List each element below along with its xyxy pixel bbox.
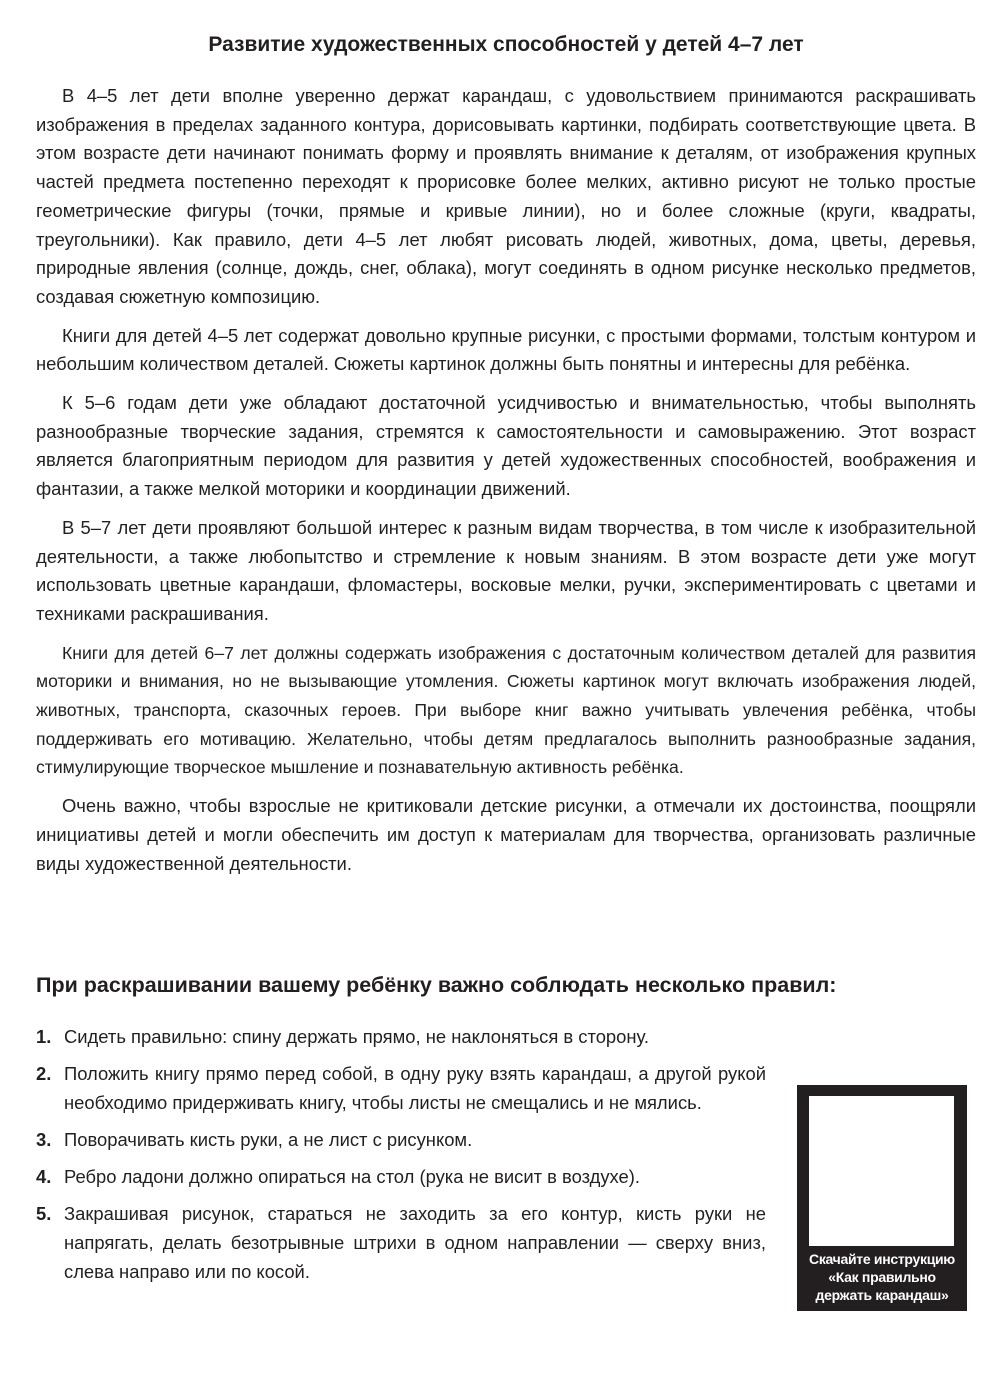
rule-text: Закрашивая рисунок, стараться не заходить за его контур, кисть руки не напрягать, делать безотрывные штрихи в одном направлении — сверху вниз, слева направо или по косой. <box>64 1203 766 1282</box>
rule-number: 2. <box>36 1063 52 1084</box>
download-caption <box>801 1250 963 1304</box>
rule-text: Сидеть правильно: спину держать прямо, не наклоняться в сторону. <box>64 1026 650 1047</box>
rules-list <box>36 1022 766 1294</box>
rule-text: Поворачивать кисть руки, а не лист с рисунком. <box>64 1129 473 1150</box>
paragraph-5: Книги для детей 6–7 лет должны содержать изображения с достаточным количеством деталей для развития моторики и внимания, но не вызывающие утомления. Сюжеты картинок могут включать изображения людей, животных, транспорта, сказочных героев. При выборе книг важно учитывать увлечения ребёнка, чтобы поддерживать его мотивацию. Желательно, чтобы детям предлагалось выполнить разнообразные задания, стимулирующие творческое мышление и познавательную активность ребёнка. <box>36 642 976 778</box>
rule-number: 1. <box>36 1026 52 1047</box>
paragraph-1: В 4–5 лет дети вполне уверенно держат карандаш, с удовольствием принимаются раскрашивать изображения в пределах заданного контура, дорисовывать картинки, подбирать соответствующие цвета. В этом возрасте дети начинают понимать форму и проявлять внимание к деталям, от изображения крупных частей предмета постепенно переходят к прорисовке более мелких, активно рисуют не только простые геометрические фигуры (точки, прямые и кривые линии), но и более сложные (круги, квадраты, треугольники). Как правило, дети 4–5 лет любят рисовать людей, животных, дома, цветы, деревья, природные явления (солнце, дождь, снег, облака), могут соединять в одном рисунке несколько предметов, создавая сюжетную композицию. <box>36 85 976 307</box>
paragraph-6: Очень важно, чтобы взрослые не критиковали детские рисунки, а отмечали их достоинства, поощряли инициативы детей и могли обеспечить им доступ к материалам для творчества, организовать различные виды художественной деятельности. <box>36 795 976 874</box>
caption-line: «Как правильно <box>828 1269 936 1285</box>
caption-line: держать карандаш» <box>815 1287 949 1303</box>
rule-number: 3. <box>36 1129 52 1150</box>
paragraph-4: В 5–7 лет дети проявляют большой интерес к разным видам творчества, в том числе к изобразительной деятельности, а также любопытство и стремление к новым знаниям. В этом возрасте дети уже могут использовать цветные карандаши, фломастеры, восковые мелки, ручки, экспериментировать с цветами и техниками раскрашивания. <box>36 516 976 624</box>
qr-code-placeholder[interactable] <box>809 1096 954 1246</box>
rule-item <box>36 1162 766 1191</box>
caption-line: Скачайте инструкцию <box>809 1251 955 1267</box>
rule-item <box>36 1059 766 1117</box>
page-title: Развитие художественных способностей у детей 4–7 лет <box>208 33 804 56</box>
paragraph-2: Книги для детей 4–5 лет содержат довольно крупные рисунки, с простыми формами, толстым контуром и небольшим количеством деталей. Сюжеты картинок должны быть понятны и интересны для ребёнка. <box>36 324 976 375</box>
rule-number: 5. <box>36 1203 52 1224</box>
rule-text: Положить книгу прямо перед собой, в одну руку взять карандаш, а другой рукой необходимо придерживать книгу, чтобы листы не смещались и не мялись. <box>64 1063 766 1113</box>
download-instruction-card[interactable] <box>797 1085 967 1311</box>
rule-item <box>36 1199 766 1286</box>
article-body <box>36 82 976 888</box>
rule-item <box>36 1022 766 1051</box>
rules-heading: При раскрашивании вашему ребёнку важно соблюдать несколько правил: <box>36 973 837 997</box>
rule-text: Ребро ладони должно опираться на стол (рука не висит в воздухе). <box>64 1166 640 1187</box>
rule-item <box>36 1125 766 1154</box>
rule-number: 4. <box>36 1166 52 1187</box>
paragraph-3: К 5–6 годам дети уже обладают достаточной усидчивостью и внимательностью, чтобы выполнять разнообразные творческие задания, стремятся к самостоятельности и самовыражению. Этот возраст является благоприятным периодом для развития у детей художественных способностей, воображения и фантазии, а также мелкой моторики и координации движений. <box>36 392 976 500</box>
